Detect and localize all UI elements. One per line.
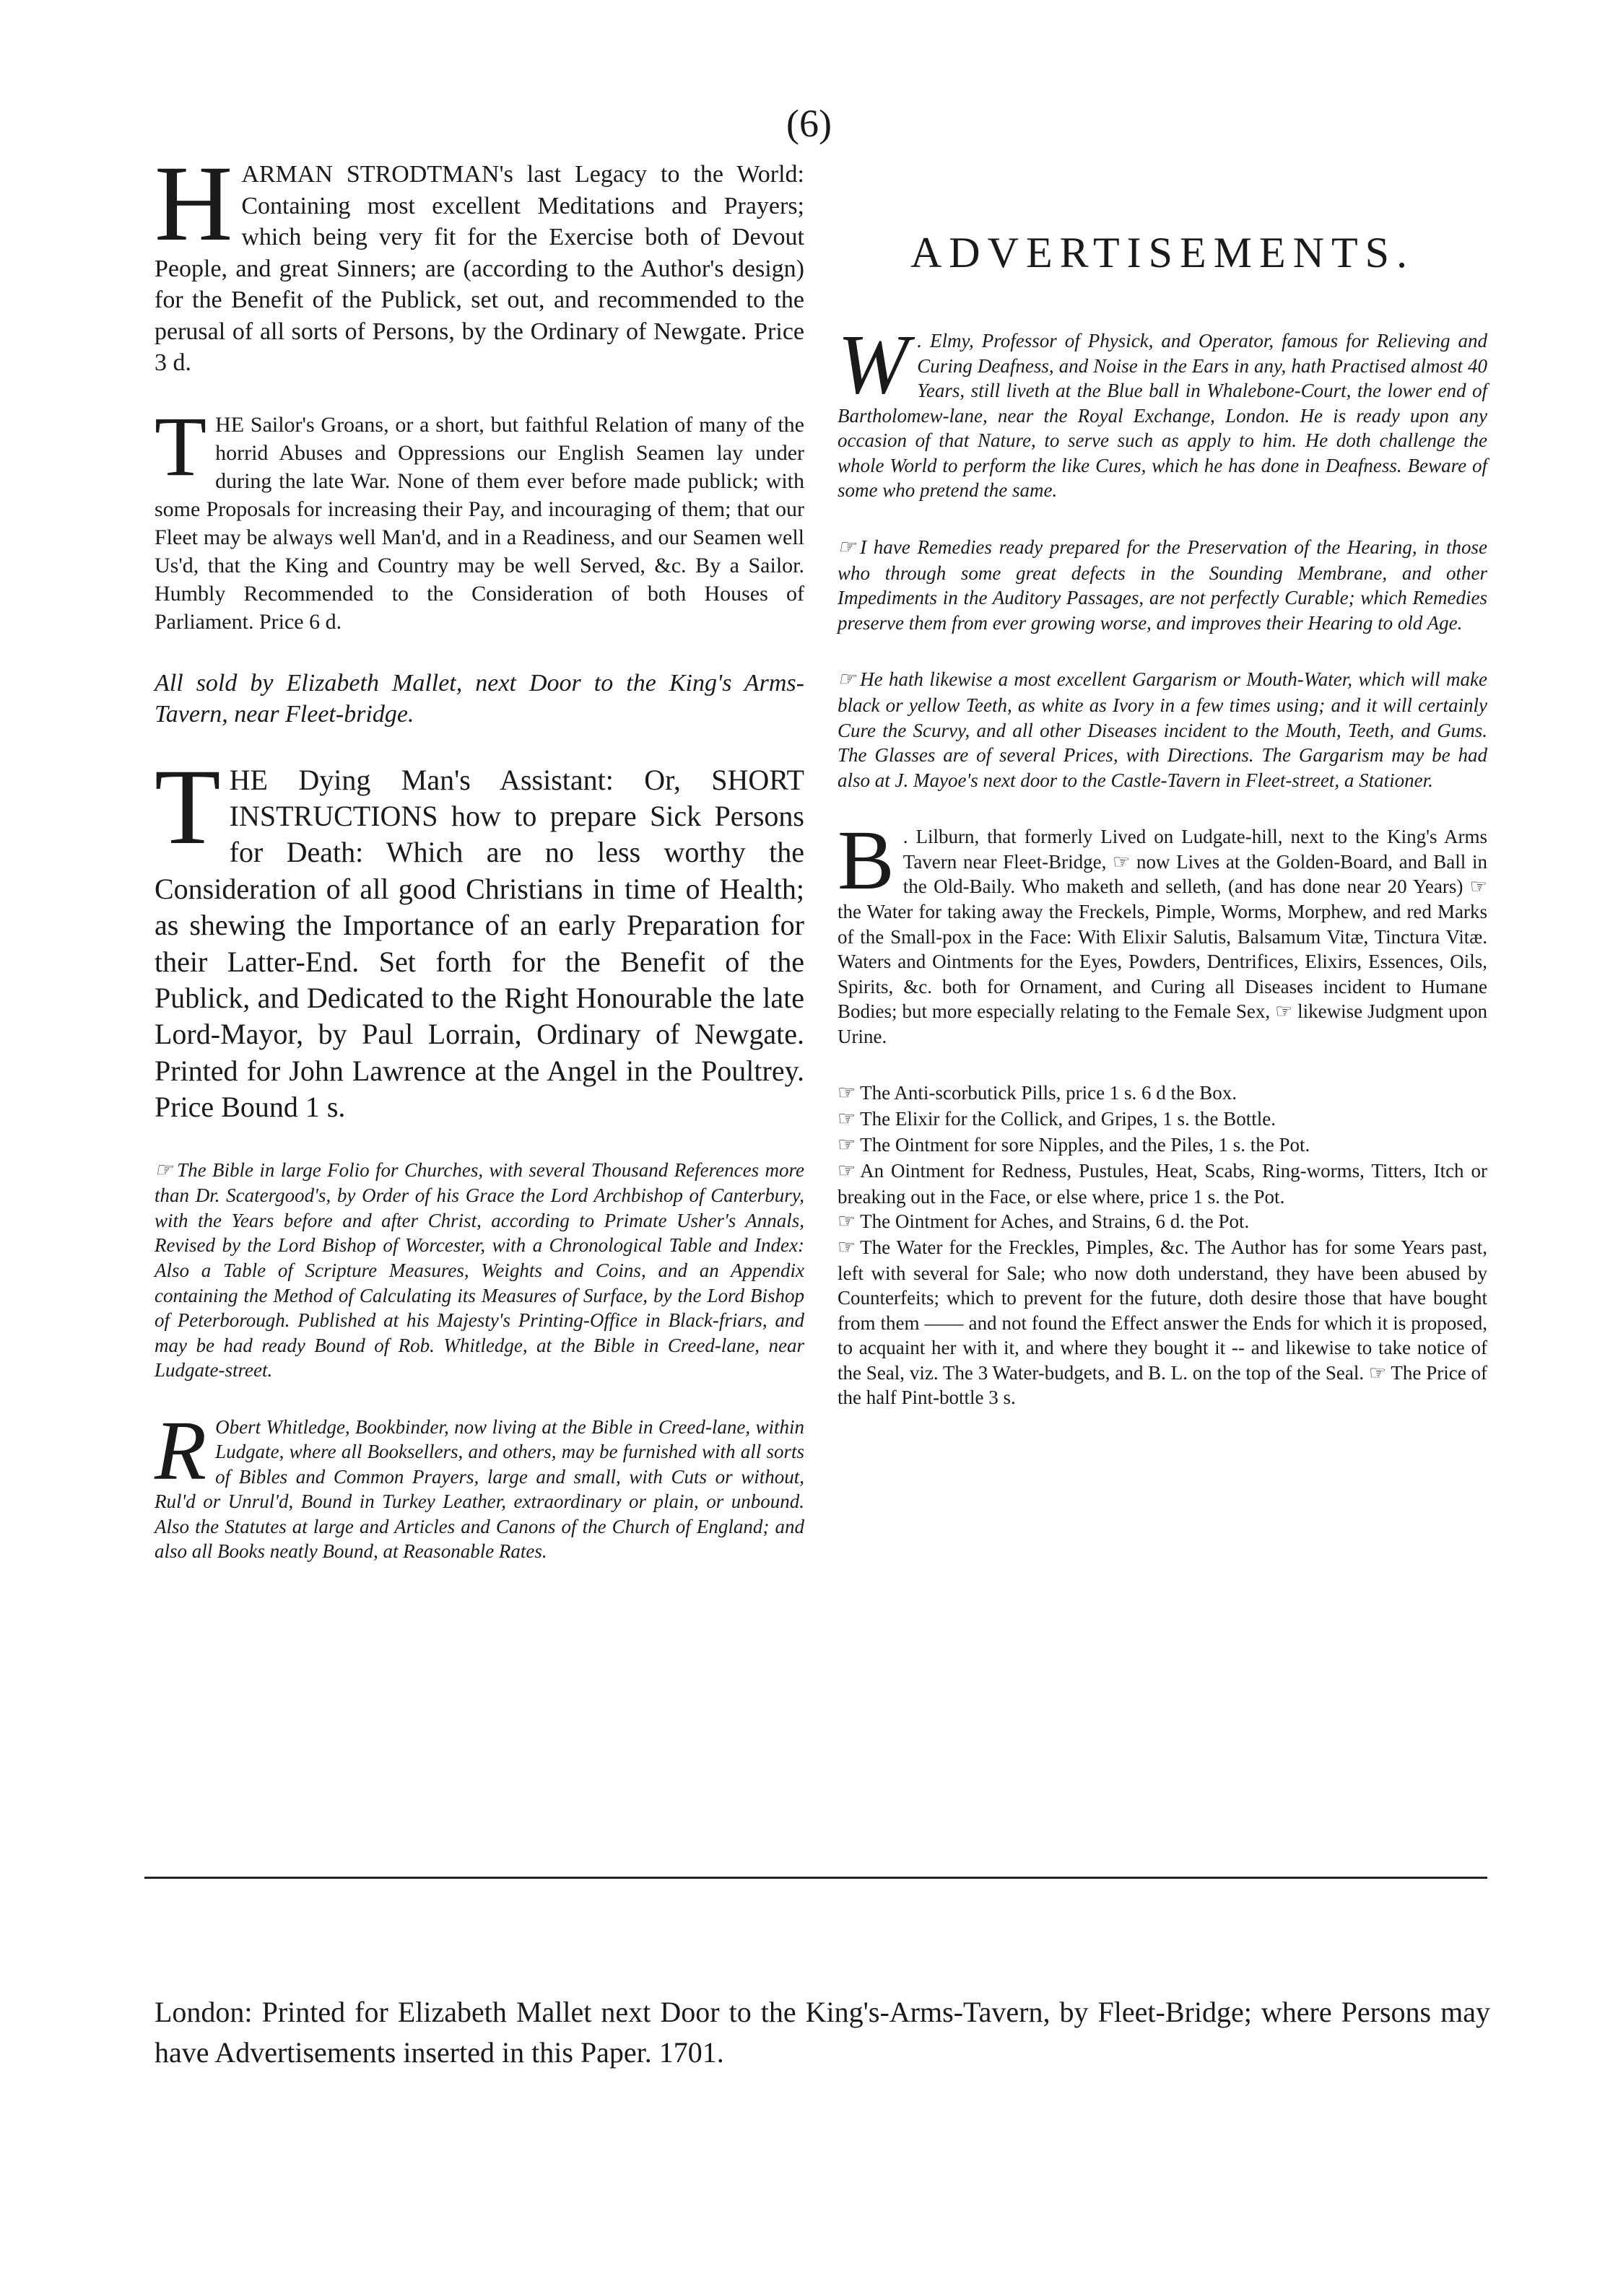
notice-text [155, 1158, 804, 1383]
hearing-remedies-notice [838, 535, 1487, 635]
item-text: The Water for the Freckles, Pimples, &c. The Author has for some Years past, left with several for Sale; who now doth understand, they have been abused by Counterfeits; which to prevent for the future, doth desire those that have bought from them —— and not found the Effect answer the Ends for which it is proposed, to acquaint her with it, and where they bought it -- and likewise to take notice of the Seal, viz. The 3 Water-budgets, and B. L. on the top of the Seal. ☞ The Price of the half Pint-bottle 3 s. [838, 1236, 1487, 1409]
advertisements-heading: ADVERTISEMENTS. [910, 229, 1415, 276]
list-item [838, 1235, 1487, 1410]
sailors-groans-notice [155, 398, 804, 636]
pointing-hand-icon: ☞ [838, 1108, 856, 1131]
notice-body: He hath likewise a most excellent Gargarism or Mouth-Water, which will make black or yellow Teeth, as white as Ivory in a few times using; and it will certainly Cure the Scurvy, and all other Diseases incident to the Mouth, Teeth, and Gums. The Glasses are of several Prices, with Directions. The Gargarism may be had also at J. Mayoe's next door to the Castle-Tavern in Fleet-street, a Stationer. [838, 668, 1487, 791]
notice-text [838, 667, 1487, 793]
welmy-notice [838, 317, 1487, 503]
footer-divider [144, 1877, 1487, 1879]
pointing-hand-icon: ☞ [838, 1159, 856, 1182]
list-item [838, 1081, 1487, 1106]
page-number: (6) [786, 102, 832, 145]
notice-text: All sold by Elizabeth Mallet, next Door to the King's Arms-Tavern, near Fleet-bridge. [155, 669, 804, 728]
notice-text: . Elmy, Professor of Physick, and Operator, famous for Relieving and Curing Deafness, and Noise in the Ears in any, hath Practised almost 40 Years, still liveth at the Blue ball in Whalebone-Court, the lower end of Bartholomew-lane, near the Royal Exchange, London. He is ready upon any occasion of that Nature, to serve such as apply to him. He doth challenge the whole World to perform the like Cures, which he has done in Deafness. Beware of some who pretend the same. [838, 330, 1487, 502]
notice-text: Obert Whitledge, Bookbinder, now living at the Bible in Creed-lane, within Ludgate, where all Booksellers, and others, may be furnished with all sorts of Bibles and Common Prayers, large and small, with Cuts or without, Rul'd or Unrul'd, Bound in Turkey Leather, extraordinary or plain, or unbound. Also the Statutes at large and Articles and Canons of the Church of England; and also all Books neatly Bound, at Reasonable Rates. [155, 1415, 804, 1563]
imprint-line: London: Printed for Elizabeth Mallet next Door to the King's-Arms-Tavern, by Fleet-Bridge; where Persons may have Advertisements inserted in this Paper. 1701. [155, 1996, 1490, 2069]
pointing-hand-icon: ☞ [838, 536, 856, 559]
list-item [838, 1132, 1487, 1158]
notice-text: . Lilburn, that formerly Lived on Ludgate-hill, next to the King's Arms Tavern near Fleet-Bridge, ☞ now Lives at the Golden-Board, and Ball in the Old-Baily. Who maketh and selleth, (and has done near 20 Years) ☞ the Water for taking away the Freckels, Pimple, Worms, Morphew, and red Marks of the Small-pox in the Face: With Elixir Salutis, Balsamum Vitæ, Tinctura Vitæ. Waters and Ointments for the Eyes, Powders, Dentrifices, Elixirs, Essences, Oils, Spirits, &c. both for Ornament, and Curing all Diseases incident to Humane Bodies; but more especially relating to the Female Sex, ☞ likewise Judgment upon Urine. [838, 826, 1487, 1047]
bible-folio-notice [155, 1158, 804, 1383]
left-column [155, 144, 804, 1596]
drop-cap: B [838, 813, 895, 908]
notice-body: The Bible in large Folio for Churches, with several Thousand References more than Dr. Scatergood's, by Order of his Grace the Lord Archbishop of Canterbury, with the Years before and after Christ, according to Primate Usher's Annals, Revised by the Lord Bishop of Worcester, with a Chronological Table and Index: Also a Table of Scripture Measures, Weights and Coins, and an Appendix containing the Method of Calculating its Measures of Surface, by the Lord Bishop of Peterborough. Published at his Majesty's Printing-Office in Black-friars, and may be had ready Bound of Rob. Whitledge, at the Bible in Creed-lane, near Ludgate-street. [155, 1158, 804, 1381]
item-text: The Ointment for Aches, and Strains, 6 d. the Pot. [860, 1210, 1250, 1233]
drop-cap: W [838, 317, 909, 411]
pointing-hand-icon: ☞ [838, 1133, 856, 1156]
notice-text [838, 535, 1487, 635]
right-column [838, 159, 1487, 1442]
list-item [838, 1209, 1487, 1235]
pointing-hand-icon: ☞ [838, 1236, 856, 1259]
notice-body: I have Remedies ready prepared for the Preservation of the Hearing, in those who through some great defects in the Sounding Membrane, and other Impediments in the Auditory Passages, are not perfectly Curable; which Remedies preserve them from ever growing worse, and improves their Hearing to old Age. [838, 536, 1487, 634]
remedy-price-list [838, 1081, 1487, 1410]
item-text: The Ointment for sore Nipples, and the Piles, 1 s. the Pot. [860, 1133, 1310, 1156]
item-text: The Elixir for the Collick, and Gripes, 1 s. the Bottle. [860, 1108, 1276, 1130]
lilburn-notice [838, 813, 1487, 1049]
item-text: The Anti-scorbutick Pills, price 1 s. 6 d the Box. [860, 1082, 1238, 1104]
drop-cap: R [155, 1402, 207, 1498]
list-item [838, 1158, 1487, 1209]
drop-cap: T [155, 398, 207, 494]
item-text: An Ointment for Redness, Pustules, Heat, Scabs, Ring-worms, Titters, Itch or breaking out in the Face, or else where, price 1 s. the Pot. [838, 1159, 1487, 1208]
notice-text: HE Dying Man's Assistant: Or, SHORT INSTRUCTIONS how to prepare Sick Persons for Death: Which are no less worthy the Consideration of all good Christians in time of Health; as shewing the Importance of an early Preparation for their Latter-End. Set forth for the Benefit of the Publick, and Dedicated to the Right Honourable the late Lord-Mayor, by Paul Lorrain, Ordinary of Newgate. Printed for John Lawrence at the Angel in the Poultrey. Price Bound 1 s. [155, 763, 804, 1124]
dying-mans-assistant-notice [155, 746, 804, 1126]
sold-by-notice [155, 668, 804, 730]
pointing-hand-icon: ☞ [838, 1210, 856, 1234]
pointing-hand-icon: ☞ [838, 668, 856, 691]
whitledge-bookbinder-notice [155, 1402, 804, 1564]
gargarism-notice [838, 667, 1487, 793]
pointing-hand-icon: ☞ [155, 1158, 173, 1182]
notice-text: HE Sailor's Groans, or a short, but faithful Relation of many of the horrid Abuses and Oppressions our English Seamen lay under during the late War. None of them ever before made publick; with some Proposals for increasing their Pay, and incouraging of them; that our Fleet may be always well Man'd, and in a Readiness, and our Seamen well Us'd, that the King and Country may be well Served, &c. By a Sailor. Humbly Recommended to the Consideration of both Houses of Parliament. Price 6 d. [155, 412, 804, 634]
drop-cap: H [155, 144, 233, 263]
strodtman-legacy-notice [155, 144, 804, 379]
pointing-hand-icon: ☞ [838, 1082, 856, 1105]
list-item [838, 1106, 1487, 1132]
drop-cap: T [155, 746, 221, 867]
notice-text: ARMAN STRODTMAN's last Legacy to the World: Containing most excellent Meditations and Prayers; which being very fit for the Exercise both of Devout People, and great Sinners; are (according to the Author's design) for the Benefit of the Publick, set out, and recommended to the perusal of all sorts of Persons, by the Ordinary of Newgate. Price 3 d. [155, 161, 804, 377]
